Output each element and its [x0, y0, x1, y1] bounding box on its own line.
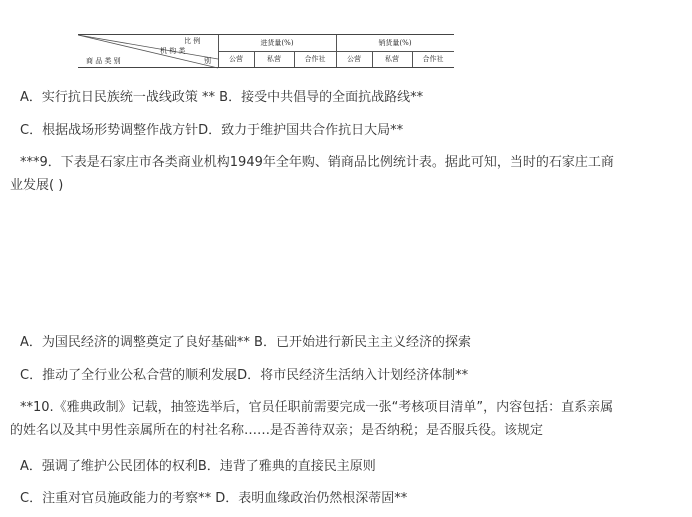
- q10-stem-line-1: **10.《雅典政制》记载，抽签选举后，官员任职前需要完成一张“考核项目清单”，内容包括：直系亲属: [20, 400, 614, 415]
- q9-options-ab: A．为国民经济的调整奠定了良好基础** B．已开始进行新民主主义经济的探索: [20, 335, 471, 350]
- column-header: 公营: [347, 55, 361, 63]
- diag-label-goods-category: 商 品 类 别: [86, 57, 121, 65]
- q9-stem-line-2: 业发展( ): [10, 178, 64, 193]
- group-header-sales: 销货量(%): [378, 39, 412, 47]
- column-header: 合作社: [422, 55, 444, 63]
- column-header: 合作社: [304, 55, 326, 63]
- column-header: 公营: [229, 55, 243, 63]
- statistics-table-header: [78, 34, 454, 68]
- q10-stem: [10, 396, 682, 442]
- q9-stem-line-1: ***9．下表是石家庄市各类商业机构1949年全年购、销商品比例统计表。据此可知，当时的石家庄工商: [20, 155, 614, 170]
- column-header: 私营: [267, 55, 281, 63]
- q10-options-cd: C．注重对官员施政能力的考察** D．表明血缘政治仍然根深蒂固**: [20, 491, 408, 506]
- q8-options-ab: A．实行抗日民族统一战线政策 ** B．接受中共倡导的全面抗战路线**: [20, 90, 424, 105]
- group-header-purchase: 进货量(%): [260, 39, 294, 47]
- column-header: 私营: [385, 55, 399, 63]
- q8-options-cd: C．根据战场形势调整作战方针D．致力于维护国共合作抗日大局**: [20, 123, 404, 138]
- diag-label-ratio: 比 例: [184, 37, 201, 45]
- diag-label-suffix: 别: [204, 57, 211, 65]
- q9-stem: [10, 151, 682, 197]
- q10-stem-line-2: 的姓名以及其中男性亲属所在的村社名称……是否善待双亲；是否纳税；是否服兵役。该规定: [10, 423, 544, 438]
- q10-options-ab: A．强调了维护公民团体的权利B．违背了雅典的直接民主原则: [20, 459, 376, 474]
- q9-options-cd: C．推动了全行业公私合营的顺利发展D．将市民经济生活纳入计划经济体制**: [20, 368, 469, 383]
- diag-label-institution: 机 构 类: [160, 47, 186, 55]
